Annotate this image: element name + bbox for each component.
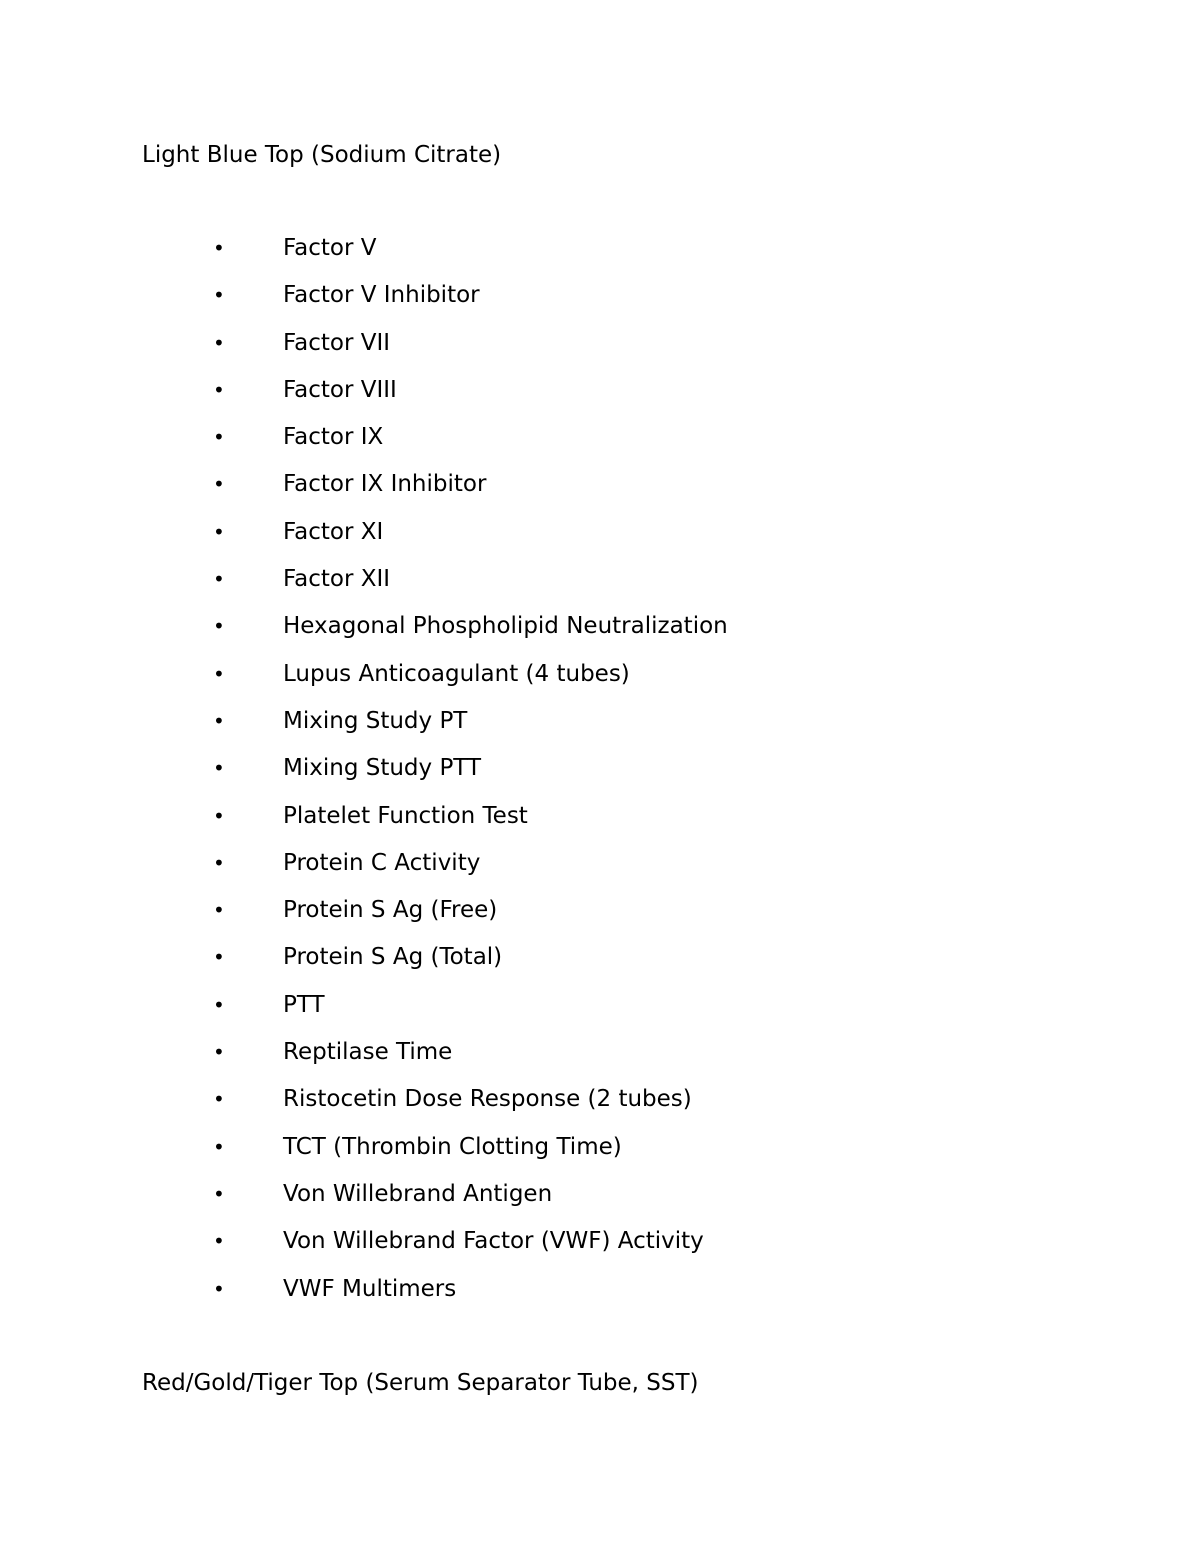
list-item-label: PTT: [283, 991, 325, 1018]
bullet-icon: •: [213, 283, 225, 308]
list-item-label: Hexagonal Phospholipid Neutralization: [283, 613, 728, 640]
list-item-label: VWF Multimers: [283, 1275, 457, 1302]
list-item-label: Protein S Ag (Free): [283, 897, 498, 924]
bullet-icon: •: [213, 1040, 225, 1065]
list-item-label: Factor XI: [283, 518, 384, 545]
bullet-icon: •: [213, 1229, 225, 1254]
list-item-label: Platelet Function Test: [283, 802, 528, 829]
list-item-label: Factor VII: [283, 329, 391, 356]
bullet-icon: •: [213, 377, 225, 402]
list-item-label: Factor IX: [283, 424, 384, 451]
bullet-icon: •: [213, 992, 225, 1017]
list-item-label: Factor XII: [283, 566, 391, 593]
bullet-icon: •: [213, 708, 225, 733]
list-item-label: Mixing Study PTT: [283, 755, 482, 782]
list-item-label: Protein S Ag (Total): [283, 944, 503, 971]
bullet-icon: •: [213, 567, 225, 592]
bullet-icon: •: [213, 1087, 225, 1112]
bullet-icon: •: [213, 898, 225, 923]
bullet-icon: •: [213, 945, 225, 970]
bullet-icon: •: [213, 425, 225, 450]
bullet-icon: •: [213, 850, 225, 875]
bullet-icon: •: [213, 803, 225, 828]
list-item-label: Factor IX Inhibitor: [283, 471, 487, 498]
bullet-icon: •: [213, 330, 225, 355]
bullet-icon: •: [213, 236, 225, 260]
section-heading-red-gold-tiger-top: Red/Gold/Tiger Top (Serum Separator Tube, SST): [142, 1370, 699, 1396]
bullet-icon: •: [213, 756, 225, 781]
bullet-icon: •: [213, 614, 225, 639]
bullet-icon: •: [213, 472, 225, 497]
list-item-label: Reptilase Time: [283, 1039, 453, 1066]
bullet-icon: •: [213, 1181, 225, 1206]
list-item-label: Mixing Study PT: [283, 707, 468, 734]
bullet-icon: •: [213, 1134, 225, 1159]
section-heading-light-blue-top: Light Blue Top (Sodium Citrate): [142, 142, 502, 168]
list-item-label: TCT (Thrombin Clotting Time): [283, 1133, 622, 1160]
list-item-label: Factor V: [283, 235, 377, 261]
list-item-label: Von Willebrand Factor (VWF) Activity: [283, 1228, 704, 1255]
bullet-icon: •: [213, 661, 225, 686]
bullet-icon: •: [213, 519, 225, 544]
list-item-label: Von Willebrand Antigen: [283, 1180, 553, 1207]
list-item-label: Factor V Inhibitor: [283, 282, 480, 309]
bullet-icon: •: [213, 1276, 225, 1301]
list-item-label: Protein C Activity: [283, 849, 481, 876]
list-item-label: Factor VIII: [283, 376, 397, 403]
list-item-label: Ristocetin Dose Response (2 tubes): [283, 1086, 692, 1113]
list-item-label: Lupus Anticoagulant (4 tubes): [283, 660, 630, 687]
